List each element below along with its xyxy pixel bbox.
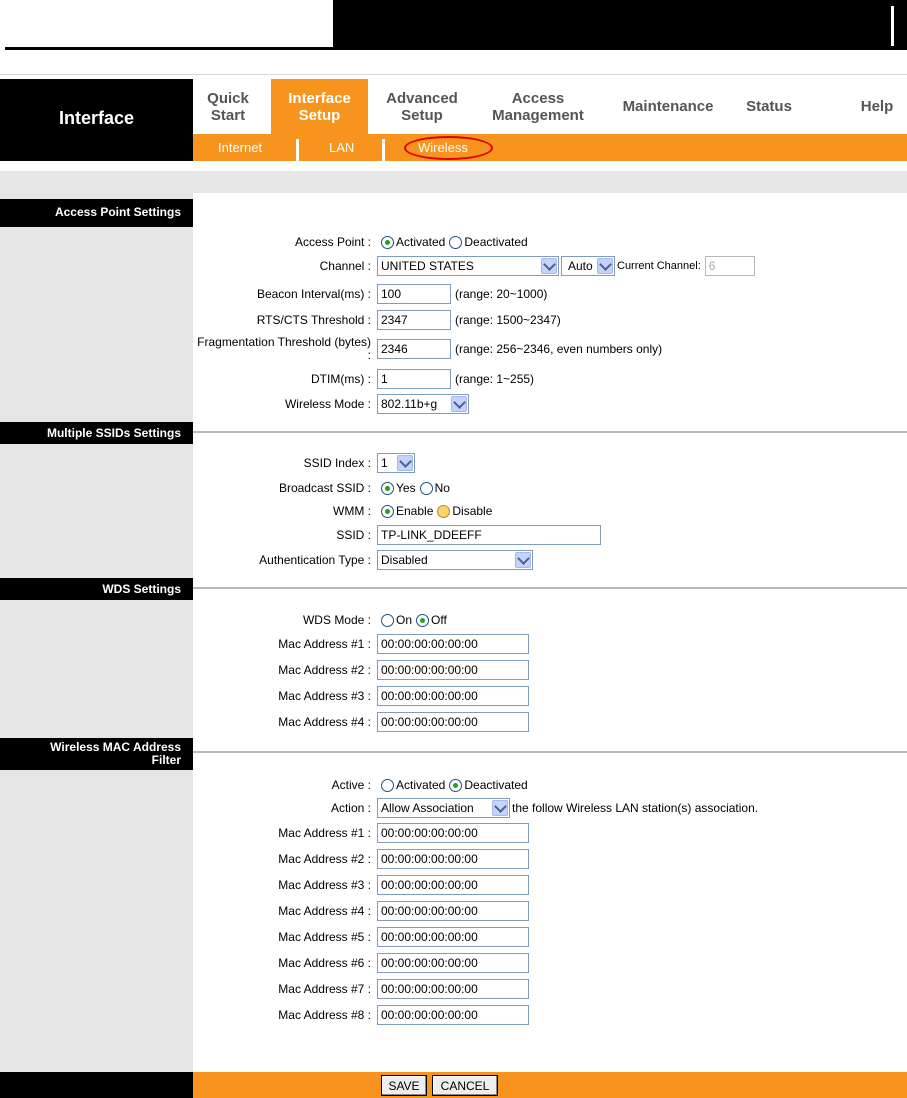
banner-underline [5,47,333,50]
wds-mac-row [193,685,907,707]
multiple-ssids-heading: Multiple SSIDs Settings [0,422,193,444]
wmm-label: WMM : [333,504,371,518]
subtab-wireless[interactable]: Wireless [418,140,468,155]
mac-filter-heading-line: Filter [151,753,181,767]
rts-row [193,309,907,331]
wmm-disable-radio[interactable] [437,505,450,518]
broadcast-no-radio[interactable] [420,482,433,495]
wds-mac-label: Mac Address #4 : [278,715,371,729]
ssid-label: SSID : [336,528,371,542]
radio-label: Deactivated [464,778,528,792]
ssid-index-label: SSID Index : [303,456,371,470]
current-channel-field: 6 [705,256,755,276]
access-point-label: Access Point : [294,235,371,249]
channel-label: Channel : [319,259,371,273]
beacon-row [193,283,907,305]
wds-heading: WDS Settings [0,578,193,600]
tab-label: Interface [288,89,351,107]
filter-mac-input-7[interactable]: 00:00:00:00:00:00 [377,979,529,999]
mac-filter-heading [0,738,193,770]
wireless-mode-label: Wireless Mode : [284,397,371,411]
tab-access-management[interactable] [482,79,594,134]
tab-label: Setup [401,106,443,124]
wds-mac-input-1[interactable]: 00:00:00:00:00:00 [377,634,529,654]
wds-mac-input-2[interactable]: 00:00:00:00:00:00 [377,660,529,680]
tab-label: Access [511,89,565,107]
subtab-separator [382,139,385,161]
tab-advanced-setup[interactable] [377,79,467,134]
filter-mac-input-6[interactable]: 00:00:00:00:00:00 [377,953,529,973]
access-point-deactivated-radio[interactable] [449,236,462,249]
filter-mac-label: Mac Address #3 : [278,878,371,892]
fragmentation-threshold-input[interactable]: 2346 [377,339,451,359]
tab-label: Help [860,98,894,115]
filter-action-row [193,797,907,819]
wireless-mode-row [193,393,907,415]
filter-mac-input-2[interactable]: 00:00:00:00:00:00 [377,849,529,869]
channel-row [193,255,907,277]
dtim-label: DTIM(ms) : [311,372,371,386]
main-nav [0,79,907,134]
authentication-type-select[interactable]: Disabled [377,550,533,570]
authentication-type-label: Authentication Type : [259,553,371,567]
dtim-row [193,368,907,390]
radio-label: Activated [396,778,446,792]
wds-mac-input-4[interactable]: 00:00:00:00:00:00 [377,712,529,732]
ssid-input[interactable]: TP-LINK_DDEEFF [377,525,601,545]
filter-mac-label: Mac Address #5 : [278,930,371,944]
fragmentation-threshold-hint: (range: 256~2346, even numbers only) [455,342,663,356]
filter-mac-row [193,978,907,1000]
filter-active-row [193,774,907,796]
access-point-activated-radio[interactable] [381,236,394,249]
broadcast-ssid-row [193,477,907,499]
wds-mac-row [193,659,907,681]
country-select[interactable]: UNITED STATES [377,256,559,276]
rts-threshold-hint: (range: 1500~2347) [455,313,561,327]
filter-mac-label: Mac Address #8 : [278,1008,371,1022]
wireless-mode-select[interactable]: 802.11b+g [377,394,469,414]
footer-left [0,1072,193,1098]
tab-label: Management [492,106,584,124]
tab-status[interactable] [738,79,800,134]
radio-label: Off [431,613,447,627]
broadcast-ssid-label: Broadcast SSID : [278,481,371,495]
filter-active-label: Active : [331,778,371,792]
chevron-down-icon [541,258,557,274]
chevron-down-icon [451,396,467,412]
wds-mac-row [193,711,907,733]
banner-divider [891,6,894,46]
top-banner [333,0,907,50]
filter-mac-label: Mac Address #1 : [278,826,371,840]
radio-label: Disable [452,504,493,518]
wmm-enable-radio[interactable] [381,505,394,518]
rts-threshold-label: RTS/CTS Threshold : [256,313,371,327]
dtim-hint: (range: 1~255) [455,372,535,386]
beacon-interval-label: Beacon Interval(ms) : [256,287,371,301]
left-panel [0,193,193,1072]
chevron-down-icon [397,455,413,471]
wds-mode-row [193,609,907,631]
radio-label: Deactivated [464,235,528,249]
subtab-lan[interactable]: LAN [329,140,355,155]
filter-mac-row [193,900,907,922]
filter-mac-row [193,848,907,870]
section-divider [193,587,907,589]
tab-label: Setup [298,106,341,124]
ssid-row [193,524,907,546]
section-divider [193,751,907,753]
radio-label: Yes [396,481,416,495]
filter-mac-input-1[interactable]: 00:00:00:00:00:00 [377,823,529,843]
subtab-internet[interactable]: Internet [218,140,263,155]
filter-mac-input-4[interactable]: 00:00:00:00:00:00 [377,901,529,921]
wds-mac-label: Mac Address #2 : [278,663,371,677]
filter-mac-row [193,874,907,896]
tab-maintenance[interactable] [613,79,723,134]
fragmentation-threshold-label: Fragmentation Threshold (bytes) : [197,335,371,362]
chevron-down-icon [492,800,508,816]
filter-mac-input-3[interactable]: 00:00:00:00:00:00 [377,875,529,895]
broadcast-yes-radio[interactable] [381,482,394,495]
filter-mac-row [193,952,907,974]
footer-bar [193,1072,907,1098]
filter-deactivated-radio[interactable] [449,779,462,792]
tab-label: Maintenance [622,98,714,115]
banner-separator [0,74,907,75]
filter-mac-label: Mac Address #6 : [278,956,371,970]
filter-mac-label: Mac Address #2 : [278,852,371,866]
filter-mac-row [193,822,907,844]
tab-label: Status [746,98,792,115]
current-channel-label: Current Channel: [617,260,701,272]
filter-mac-row [193,926,907,948]
filter-action-suffix: the follow Wireless LAN station(s) association. [512,801,759,815]
filter-mac-label: Mac Address #7 : [278,982,371,996]
save-button[interactable]: SAVE [381,1075,427,1096]
ssid-index-select[interactable]: 1 [377,453,415,473]
beacon-interval-hint: (range: 20~1000) [455,287,548,301]
wds-mac-label: Mac Address #1 : [278,637,371,651]
content-top-strip [0,171,907,193]
filter-activated-radio[interactable] [381,779,394,792]
filter-action-label: Action : [330,801,371,815]
filter-mac-input-8[interactable]: 00:00:00:00:00:00 [377,1005,529,1025]
filter-mac-row [193,1004,907,1026]
access-point-row [193,231,907,253]
filter-action-select[interactable]: Allow Association [377,798,510,818]
tab-help[interactable] [852,79,902,134]
ssid-index-row [193,452,907,474]
radio-label: Activated [396,235,446,249]
subtab-separator [296,139,299,161]
tab-quick-start[interactable] [193,79,263,134]
wds-mode-label: WDS Mode : [302,613,371,627]
beacon-interval-input[interactable]: 100 [377,284,451,304]
chevron-down-icon [597,258,613,274]
tab-label: Quick [207,89,249,107]
filter-mac-label: Mac Address #4 : [278,904,371,918]
sub-nav [193,134,907,161]
wds-off-radio[interactable] [416,614,429,627]
wds-mac-input-3[interactable]: 00:00:00:00:00:00 [377,686,529,706]
tab-label: Advanced [386,89,458,107]
rts-threshold-input[interactable]: 2347 [377,310,451,330]
auth-type-row [193,549,907,571]
channel-select[interactable]: Auto [561,256,615,276]
section-title: Interface [0,79,193,161]
radio-label: No [434,481,450,495]
wds-mac-label: Mac Address #3 : [278,689,371,703]
fragmentation-row [193,335,907,363]
access-point-heading: Access Point Settings [0,199,193,227]
radio-label: On [396,613,413,627]
tab-label: Start [210,106,246,124]
radio-label: Enable [396,504,434,518]
cancel-button[interactable]: CANCEL [432,1075,498,1096]
wds-mac-row [193,633,907,655]
wmm-row [193,500,907,522]
filter-mac-input-5[interactable]: 00:00:00:00:00:00 [377,927,529,947]
dtim-input[interactable]: 1 [377,369,451,389]
mac-filter-heading-line: Wireless MAC Address [50,740,181,754]
section-divider [193,431,907,433]
tab-interface-setup[interactable] [271,79,368,134]
wds-on-radio[interactable] [381,614,394,627]
chevron-down-icon [515,552,531,568]
